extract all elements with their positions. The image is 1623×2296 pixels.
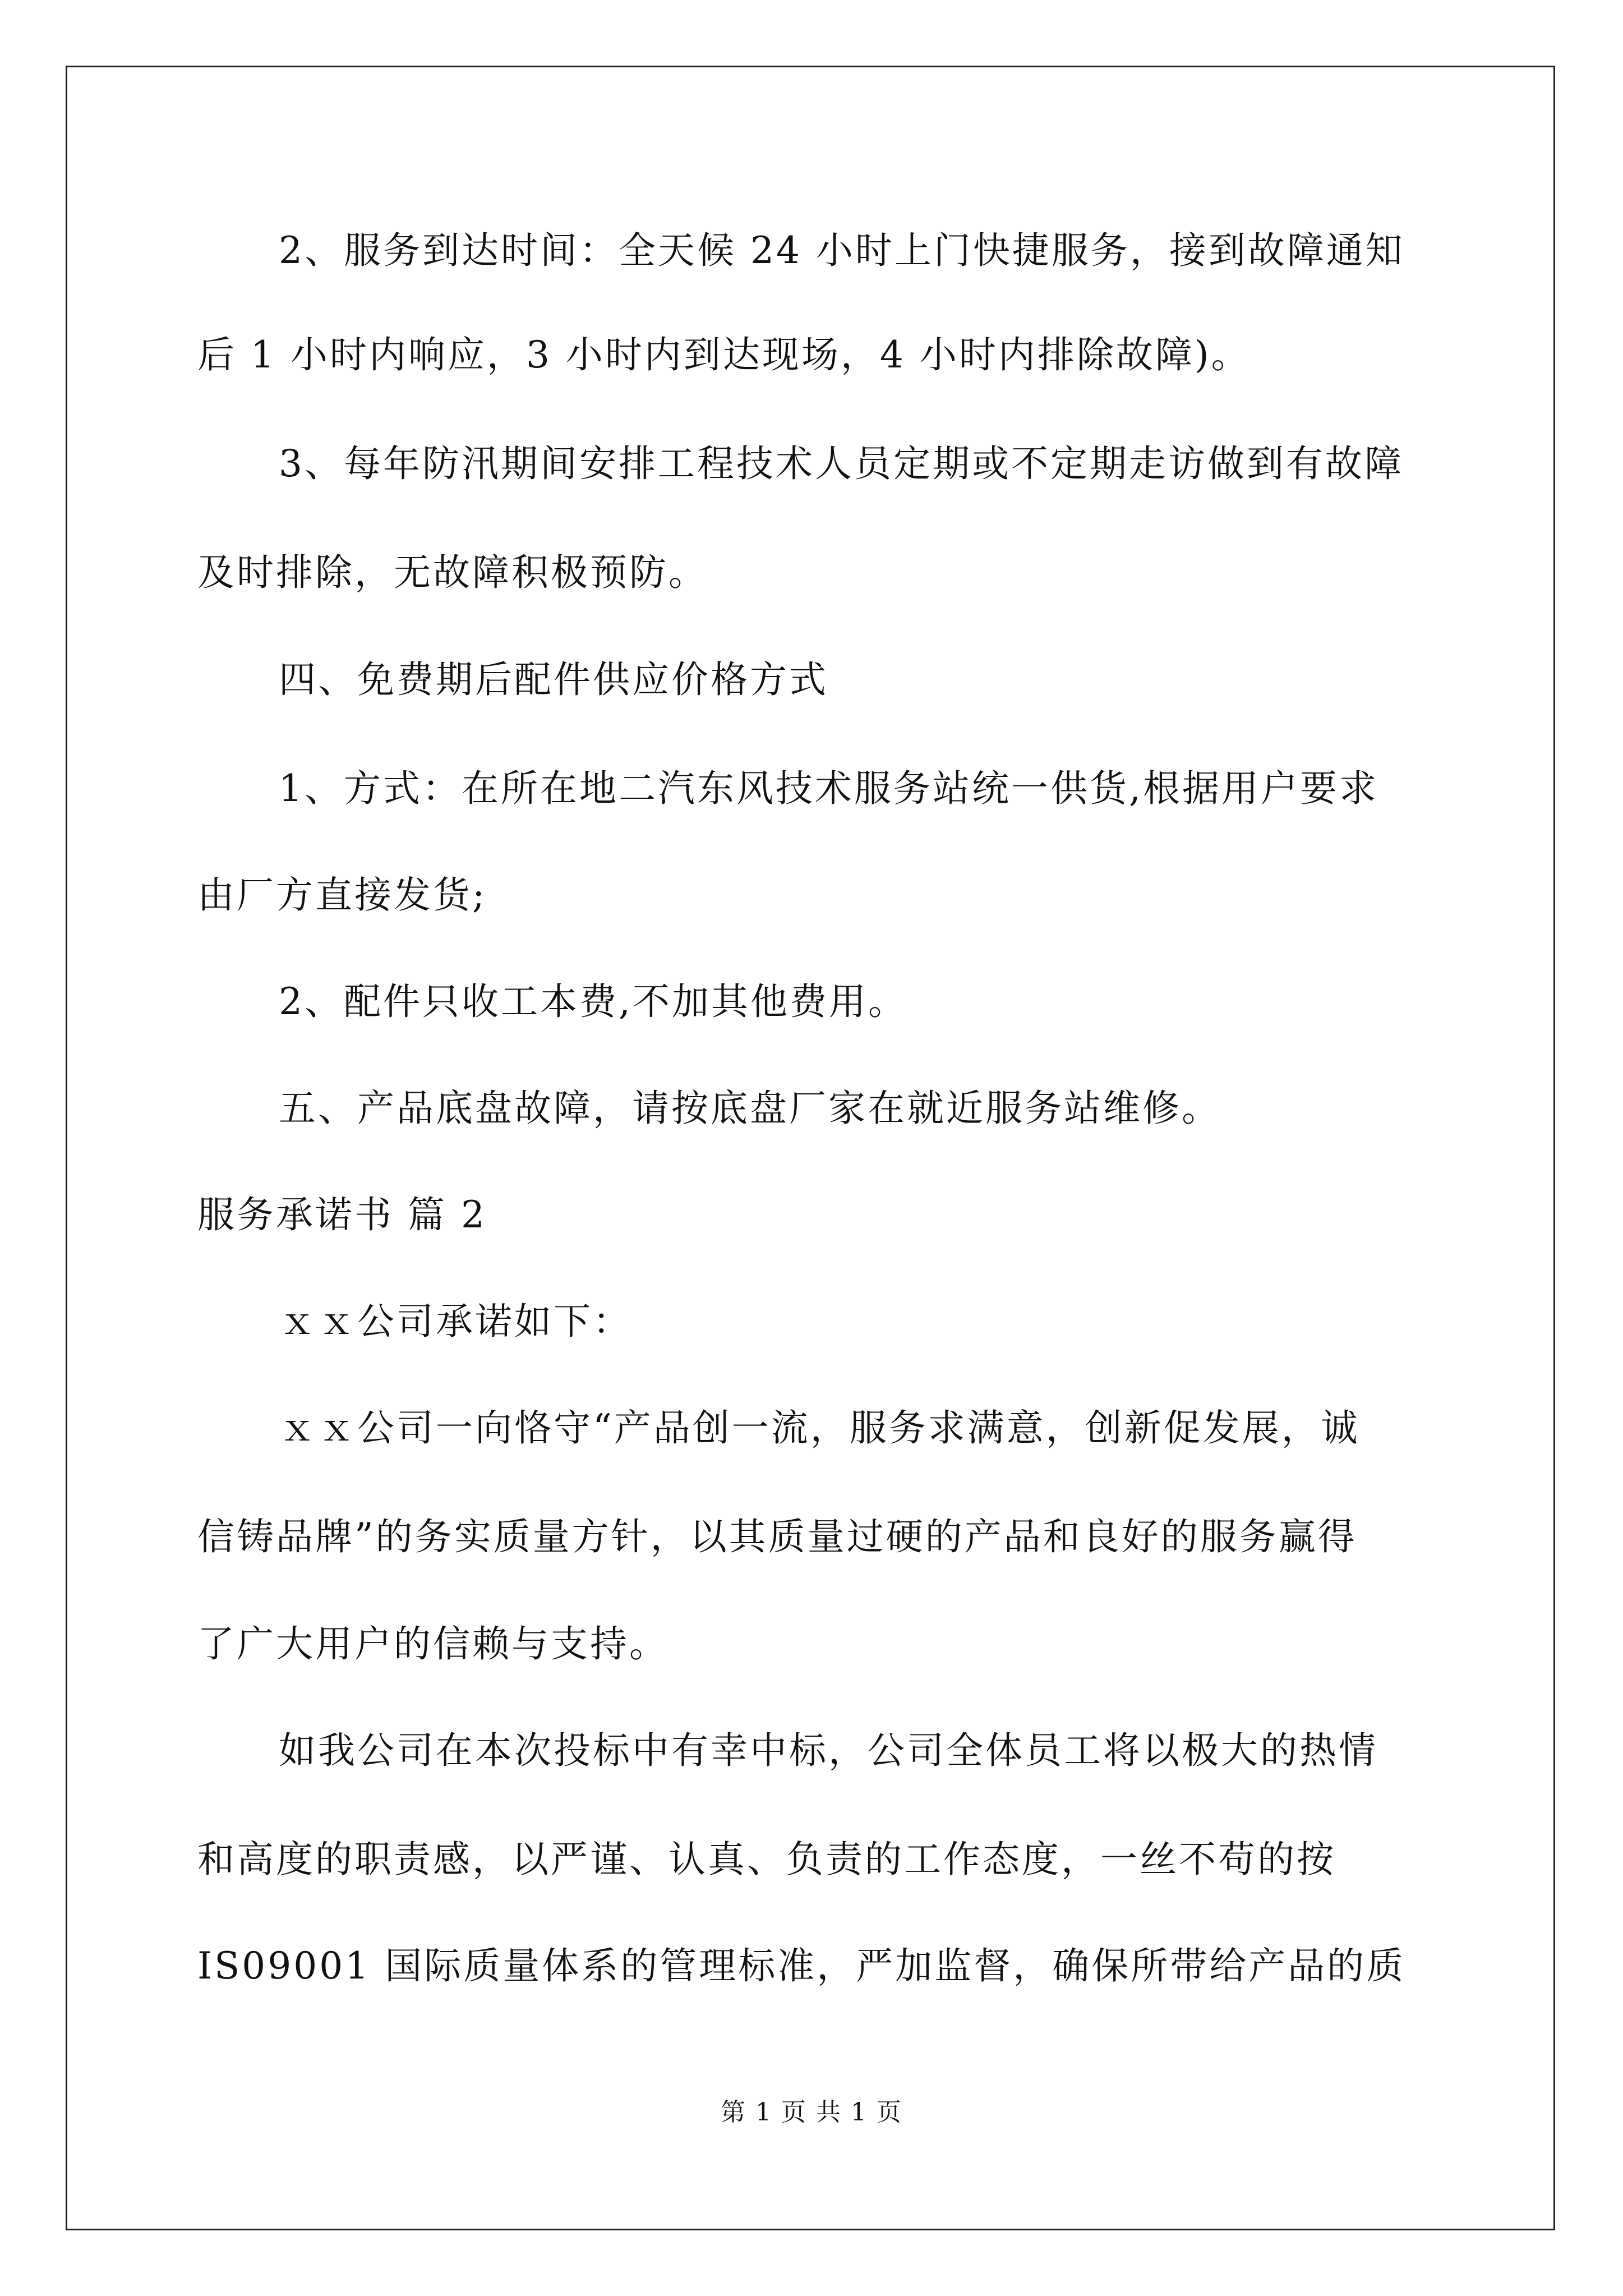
text-line: 后 1 小时内响应，3 小时内到达现场，4 小时内排除故障)。 bbox=[197, 333, 1251, 376]
text-line: IS09001 国际质量体系的管理标准，严加监督，确保所带给产品的质 bbox=[197, 1944, 1406, 1987]
page-footer: 第 1 页 共 1 页 bbox=[721, 2098, 902, 2127]
text-line: ｘｘ公司承诺如下： bbox=[279, 1300, 632, 1343]
text-line: 和高度的职责感，以严谨、认真、负责的工作态度，一丝不苟的按 bbox=[197, 1838, 1336, 1881]
page-border bbox=[66, 66, 1555, 2230]
text-line: 了广大用户的信赖与支持。 bbox=[197, 1622, 668, 1665]
text-line: 2、配件只收工本费,不加其他费用。 bbox=[279, 980, 907, 1023]
text-line: 2、服务到达时间：全天候 24 小时上门快捷服务，接到故障通知 bbox=[279, 229, 1405, 272]
text-line: 1、方式：在所在地二汽东风技术服务站统一供货,根据用户要求 bbox=[279, 767, 1378, 810]
section-heading: 五、产品底盘故障，请按底盘厂家在就近服务站维修。 bbox=[279, 1087, 1221, 1130]
text-line: 如我公司在本次投标中有幸中标，公司全体员工将以极大的热情 bbox=[279, 1729, 1378, 1772]
section-heading: 四、免费期后配件供应价格方式 bbox=[279, 658, 828, 701]
text-line: ｘｘ公司一向恪守“产品创一流，服务求满意，创新促发展，诚 bbox=[279, 1406, 1360, 1450]
text-line: 由厂方直接发货; bbox=[197, 873, 487, 917]
text-line: 及时排除，无故障积极预防。 bbox=[197, 551, 708, 594]
text-line: 3、每年防汛期间安排工程技术人员定期或不定期走访做到有故障 bbox=[279, 442, 1404, 485]
document-title: 服务承诺书 篇 2 bbox=[197, 1193, 487, 1236]
text-line: 信铸品牌”的务实质量方针，以其质量过硬的产品和良好的服务赢得 bbox=[197, 1515, 1357, 1558]
